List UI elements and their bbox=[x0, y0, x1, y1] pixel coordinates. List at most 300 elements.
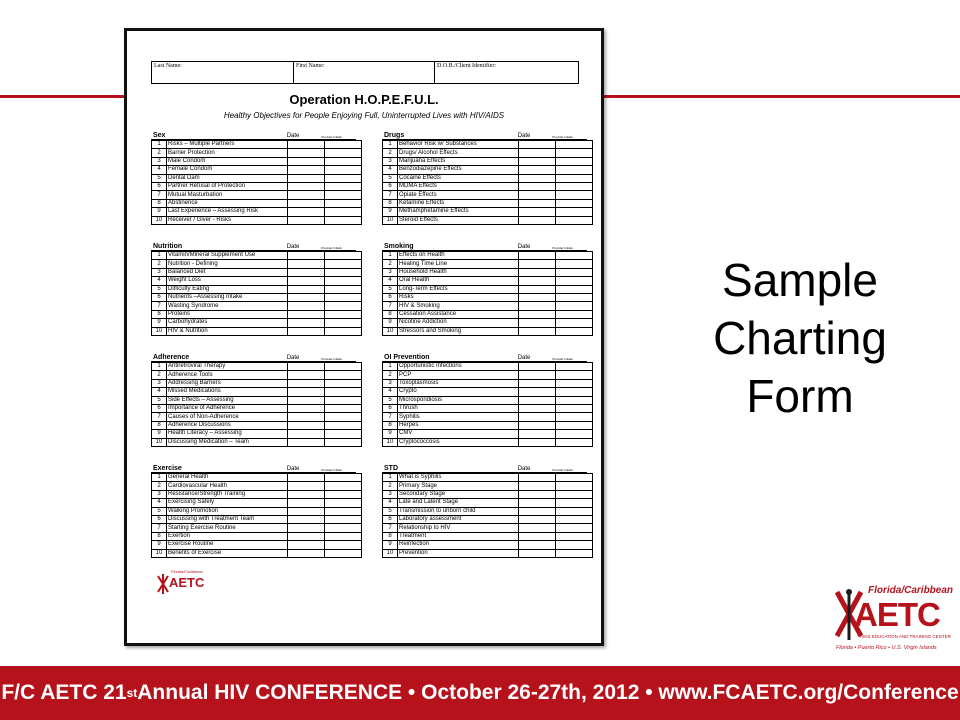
table-row bbox=[152, 549, 362, 557]
sample-charting-form-title: Sample Charting Form bbox=[713, 254, 887, 422]
table-row bbox=[152, 404, 362, 412]
table-row bbox=[383, 515, 593, 523]
provider-initials-cell bbox=[325, 174, 362, 182]
date-cell bbox=[519, 549, 556, 557]
section-header bbox=[382, 127, 587, 140]
provider-initials-cell bbox=[556, 293, 593, 301]
item-label: Opiate Effects bbox=[398, 191, 519, 199]
item-number: 6 bbox=[383, 515, 398, 523]
table-row bbox=[383, 166, 593, 174]
provider-initials-cell bbox=[325, 182, 362, 190]
item-number: 3 bbox=[383, 268, 398, 276]
table-row bbox=[152, 388, 362, 396]
item-number: 1 bbox=[152, 252, 167, 260]
footer-prefix: F/C AETC 21 bbox=[1, 681, 127, 704]
item-number: 5 bbox=[383, 396, 398, 404]
provider-initials-cell bbox=[325, 268, 362, 276]
item-number: 8 bbox=[383, 310, 398, 318]
date-cell bbox=[288, 379, 325, 387]
table-row bbox=[383, 310, 593, 318]
item-number: 3 bbox=[152, 490, 167, 498]
section-items-table bbox=[382, 251, 593, 336]
provider-initials-cell bbox=[556, 149, 593, 157]
item-label: What is Syphilis bbox=[398, 474, 519, 482]
table-row bbox=[152, 430, 362, 438]
item-label: HIV & Smoking bbox=[398, 302, 519, 310]
provider-initials-cell bbox=[556, 499, 593, 507]
provider-initials-cell bbox=[325, 490, 362, 498]
table-row bbox=[383, 268, 593, 276]
date-cell bbox=[288, 327, 325, 335]
date-cell bbox=[288, 174, 325, 182]
item-number: 9 bbox=[383, 208, 398, 216]
item-number: 2 bbox=[152, 149, 167, 157]
section-items-table bbox=[382, 473, 593, 558]
provider-initials-cell bbox=[325, 319, 362, 327]
date-cell bbox=[519, 363, 556, 371]
date-cell bbox=[288, 371, 325, 379]
item-label: Receiver / Giver - Risks bbox=[167, 216, 288, 224]
item-label: Long-Term Effects bbox=[398, 285, 519, 293]
item-number: 2 bbox=[383, 371, 398, 379]
item-number: 2 bbox=[383, 482, 398, 490]
date-cell bbox=[288, 260, 325, 268]
item-label: Oral Health bbox=[398, 277, 519, 285]
item-number: 5 bbox=[383, 285, 398, 293]
date-cell bbox=[519, 396, 556, 404]
provider-initials-cell bbox=[325, 363, 362, 371]
item-number: 7 bbox=[383, 191, 398, 199]
provider-initials-cell bbox=[556, 388, 593, 396]
provider-initials-cell bbox=[556, 490, 593, 498]
date-cell bbox=[288, 293, 325, 301]
item-label: Behavior Risk w/ Substances bbox=[398, 141, 519, 149]
item-label: Abstinence bbox=[167, 199, 288, 207]
header-rule-left bbox=[0, 95, 124, 98]
item-label: PCP bbox=[398, 371, 519, 379]
aetc-figure-icon bbox=[157, 574, 169, 594]
table-row bbox=[383, 379, 593, 387]
section-title: Smoking bbox=[384, 243, 414, 250]
date-cell bbox=[288, 482, 325, 490]
item-label: Nicotine Addiction bbox=[398, 319, 519, 327]
table-row bbox=[152, 293, 362, 301]
item-number: 8 bbox=[152, 532, 167, 540]
date-cell bbox=[288, 549, 325, 557]
table-row bbox=[152, 524, 362, 532]
provider-initials-cell bbox=[556, 302, 593, 310]
table-row bbox=[152, 310, 362, 318]
date-column-label: Date bbox=[517, 133, 531, 139]
table-row bbox=[152, 438, 362, 446]
section-header bbox=[382, 460, 587, 473]
date-cell bbox=[519, 532, 556, 540]
provider-initials-cell bbox=[556, 379, 593, 387]
date-cell bbox=[519, 379, 556, 387]
item-label: Discussing with Treatment Team bbox=[167, 515, 288, 523]
item-number: 7 bbox=[152, 413, 167, 421]
section-exercise bbox=[151, 460, 356, 558]
item-number: 2 bbox=[383, 260, 398, 268]
table-row bbox=[152, 199, 362, 207]
item-label: Opportunistic Infections bbox=[398, 363, 519, 371]
item-number: 10 bbox=[152, 216, 167, 224]
date-cell bbox=[288, 310, 325, 318]
section-items-table bbox=[151, 140, 362, 225]
item-number: 3 bbox=[383, 490, 398, 498]
item-number: 2 bbox=[152, 371, 167, 379]
table-row bbox=[383, 396, 593, 404]
charting-form-image bbox=[124, 28, 604, 646]
table-row bbox=[152, 268, 362, 276]
date-cell bbox=[288, 182, 325, 190]
table-row bbox=[152, 157, 362, 165]
item-number: 6 bbox=[383, 182, 398, 190]
provider-initials-cell bbox=[325, 208, 362, 216]
provider-initials-cell bbox=[556, 507, 593, 515]
item-label: Barrier Protection bbox=[167, 149, 288, 157]
item-label: Cocaine Effects bbox=[398, 174, 519, 182]
provider-initials-cell bbox=[556, 474, 593, 482]
table-row bbox=[152, 482, 362, 490]
provider-column-label: Provider Initials bbox=[552, 135, 573, 139]
section-nutrition bbox=[151, 238, 356, 336]
table-row bbox=[152, 149, 362, 157]
date-cell bbox=[519, 208, 556, 216]
section-title: STD bbox=[384, 465, 398, 472]
item-number: 4 bbox=[383, 499, 398, 507]
item-label: Relationship to HIV bbox=[398, 524, 519, 532]
provider-initials-cell bbox=[556, 515, 593, 523]
item-label: Household Health bbox=[398, 268, 519, 276]
date-cell bbox=[519, 413, 556, 421]
date-cell bbox=[519, 515, 556, 523]
date-cell bbox=[519, 507, 556, 515]
provider-initials-cell bbox=[325, 524, 362, 532]
table-row bbox=[383, 363, 593, 371]
date-cell bbox=[288, 216, 325, 224]
item-number: 3 bbox=[383, 157, 398, 165]
item-label: CMV bbox=[398, 430, 519, 438]
table-row bbox=[152, 396, 362, 404]
provider-column-label: Provider Initials bbox=[321, 246, 342, 250]
date-column-label: Date bbox=[286, 466, 300, 472]
dob-client-id-field: D.O.B./Client Identifier: bbox=[437, 63, 496, 69]
date-cell bbox=[288, 285, 325, 293]
item-number: 10 bbox=[383, 216, 398, 224]
provider-initials-cell bbox=[556, 549, 593, 557]
date-cell bbox=[519, 174, 556, 182]
item-number: 7 bbox=[152, 302, 167, 310]
section-sex bbox=[151, 127, 356, 225]
section-std bbox=[382, 460, 587, 558]
item-number: 9 bbox=[152, 430, 167, 438]
item-label: Stressors and Smoking bbox=[398, 327, 519, 335]
section-adherence bbox=[151, 349, 356, 447]
date-cell bbox=[519, 216, 556, 224]
table-row bbox=[383, 319, 593, 327]
item-label: Steroid Effects bbox=[398, 216, 519, 224]
table-row bbox=[383, 157, 593, 165]
table-row bbox=[383, 482, 593, 490]
provider-initials-cell bbox=[325, 216, 362, 224]
date-cell bbox=[519, 302, 556, 310]
table-row bbox=[152, 515, 362, 523]
item-number: 6 bbox=[152, 515, 167, 523]
provider-initials-cell bbox=[325, 474, 362, 482]
table-row bbox=[383, 216, 593, 224]
item-number: 4 bbox=[152, 277, 167, 285]
table-row bbox=[383, 430, 593, 438]
item-label: Walking Promotion bbox=[167, 507, 288, 515]
table-row bbox=[383, 149, 593, 157]
item-label: Nutrients –Assessing Intake bbox=[167, 293, 288, 301]
date-column-label: Date bbox=[286, 133, 300, 139]
table-row bbox=[152, 507, 362, 515]
date-cell bbox=[519, 285, 556, 293]
item-number: 9 bbox=[152, 319, 167, 327]
provider-column-label: Provider Initials bbox=[552, 357, 573, 361]
item-label: Addressing Barriers bbox=[167, 379, 288, 387]
table-row bbox=[152, 319, 362, 327]
provider-initials-cell bbox=[556, 191, 593, 199]
provider-column-label: Provider Initials bbox=[552, 468, 573, 472]
table-row bbox=[383, 532, 593, 540]
provider-initials-cell bbox=[325, 199, 362, 207]
provider-initials-cell bbox=[556, 310, 593, 318]
item-number: 6 bbox=[152, 182, 167, 190]
provider-initials-cell bbox=[556, 363, 593, 371]
item-number: 1 bbox=[152, 141, 167, 149]
table-row bbox=[383, 413, 593, 421]
table-row bbox=[152, 216, 362, 224]
item-number: 9 bbox=[152, 541, 167, 549]
item-number: 4 bbox=[383, 277, 398, 285]
item-number: 5 bbox=[383, 507, 398, 515]
item-label: Cardiovascular Health bbox=[167, 482, 288, 490]
item-label: Primary Stage bbox=[398, 482, 519, 490]
item-label: Male Condom bbox=[167, 157, 288, 165]
provider-initials-cell bbox=[325, 379, 362, 387]
date-cell bbox=[519, 319, 556, 327]
provider-initials-cell bbox=[325, 260, 362, 268]
provider-initials-cell bbox=[556, 157, 593, 165]
date-cell bbox=[288, 199, 325, 207]
provider-initials-cell bbox=[325, 310, 362, 318]
provider-initials-cell bbox=[325, 421, 362, 429]
item-label: Difficulty Eating bbox=[167, 285, 288, 293]
date-cell bbox=[519, 499, 556, 507]
item-label: Exercising Safely bbox=[167, 499, 288, 507]
table-row bbox=[152, 285, 362, 293]
footer-suffix: Annual HIV CONFERENCE • October 26-27th, 2012 • www.FCAETC.org/Conference bbox=[137, 681, 959, 704]
header-rule-right bbox=[604, 95, 960, 98]
item-label: Adherence Tools bbox=[167, 371, 288, 379]
provider-initials-cell bbox=[325, 191, 362, 199]
table-row bbox=[152, 141, 362, 149]
provider-initials-cell bbox=[556, 430, 593, 438]
item-number: 4 bbox=[383, 166, 398, 174]
provider-initials-cell bbox=[556, 268, 593, 276]
table-row bbox=[152, 182, 362, 190]
provider-initials-cell bbox=[556, 182, 593, 190]
date-cell bbox=[288, 363, 325, 371]
item-label: Discussing Medication – Team bbox=[167, 438, 288, 446]
provider-initials-cell bbox=[325, 293, 362, 301]
item-number: 1 bbox=[383, 363, 398, 371]
item-number: 4 bbox=[383, 388, 398, 396]
provider-initials-cell bbox=[556, 277, 593, 285]
form-title: Operation H.O.P.E.F.U.L. bbox=[289, 92, 439, 107]
provider-initials-cell bbox=[325, 404, 362, 412]
item-number: 8 bbox=[383, 199, 398, 207]
provider-initials-cell bbox=[556, 327, 593, 335]
item-number: 3 bbox=[152, 157, 167, 165]
provider-initials-cell bbox=[325, 515, 362, 523]
footer-sup: st bbox=[126, 686, 138, 700]
item-number: 8 bbox=[383, 421, 398, 429]
provider-initials-cell bbox=[556, 532, 593, 540]
table-row bbox=[152, 474, 362, 482]
item-number: 6 bbox=[152, 293, 167, 301]
date-cell bbox=[519, 199, 556, 207]
item-label: Risks bbox=[398, 293, 519, 301]
date-cell bbox=[288, 421, 325, 429]
table-row bbox=[152, 277, 362, 285]
table-row bbox=[152, 499, 362, 507]
section-title: OI Prevention bbox=[384, 354, 430, 361]
provider-initials-cell bbox=[556, 141, 593, 149]
date-cell bbox=[288, 438, 325, 446]
provider-initials-cell bbox=[325, 388, 362, 396]
item-label: Risks – Multiple Partners bbox=[167, 141, 288, 149]
provider-initials-cell bbox=[325, 413, 362, 421]
table-row bbox=[383, 141, 593, 149]
item-label: Balanced Diet bbox=[167, 268, 288, 276]
provider-initials-cell bbox=[325, 499, 362, 507]
item-label: Partner Refusal of Protection bbox=[167, 182, 288, 190]
date-cell bbox=[288, 157, 325, 165]
table-row bbox=[383, 302, 593, 310]
item-label: Carbohydrates bbox=[167, 319, 288, 327]
section-title: Drugs bbox=[384, 132, 405, 139]
table-row bbox=[383, 421, 593, 429]
date-cell bbox=[519, 404, 556, 412]
provider-initials-cell bbox=[325, 157, 362, 165]
item-label: Proteins bbox=[167, 310, 288, 318]
date-cell bbox=[288, 268, 325, 276]
table-row bbox=[383, 199, 593, 207]
date-cell bbox=[288, 515, 325, 523]
table-row bbox=[383, 541, 593, 549]
date-cell bbox=[288, 252, 325, 260]
item-label: Nutrition - Defining bbox=[167, 260, 288, 268]
item-label: Cryptococcosis bbox=[398, 438, 519, 446]
item-label: Wasting Syndrome bbox=[167, 302, 288, 310]
item-number: 2 bbox=[152, 260, 167, 268]
item-label: Vitamin/Mineral Supplement Use bbox=[167, 252, 288, 260]
item-number: 3 bbox=[152, 268, 167, 276]
item-number: 1 bbox=[383, 141, 398, 149]
provider-initials-cell bbox=[556, 166, 593, 174]
date-cell bbox=[519, 293, 556, 301]
section-items-table bbox=[151, 362, 362, 447]
item-label: Methamphetamine Effects bbox=[398, 208, 519, 216]
item-label: MDMA Effects bbox=[398, 182, 519, 190]
item-number: 9 bbox=[383, 541, 398, 549]
date-cell bbox=[288, 532, 325, 540]
table-row bbox=[152, 327, 362, 335]
item-label: Weight Loss bbox=[167, 277, 288, 285]
table-row bbox=[383, 549, 593, 557]
item-label: Missed Medications bbox=[167, 388, 288, 396]
first-name-field: First Name: bbox=[294, 62, 435, 83]
table-row bbox=[383, 524, 593, 532]
item-number: 5 bbox=[152, 285, 167, 293]
item-number: 9 bbox=[152, 208, 167, 216]
date-cell bbox=[519, 541, 556, 549]
provider-initials-cell bbox=[325, 302, 362, 310]
date-column-label: Date bbox=[286, 244, 300, 250]
table-row bbox=[383, 507, 593, 515]
item-number: 2 bbox=[383, 149, 398, 157]
date-cell bbox=[519, 252, 556, 260]
date-cell bbox=[519, 191, 556, 199]
item-label: Cessation Assistance bbox=[398, 310, 519, 318]
section-header bbox=[382, 238, 587, 251]
last-name-field: Last Name: bbox=[152, 62, 294, 83]
item-label: Syphilis bbox=[398, 413, 519, 421]
section-drugs bbox=[382, 127, 587, 225]
table-row bbox=[152, 379, 362, 387]
table-row bbox=[383, 182, 593, 190]
section-title: Adherence bbox=[153, 354, 190, 361]
table-row bbox=[152, 413, 362, 421]
provider-initials-cell bbox=[325, 549, 362, 557]
item-label: Microsporidiosis bbox=[398, 396, 519, 404]
item-number: 10 bbox=[383, 549, 398, 557]
provider-initials-cell bbox=[325, 277, 362, 285]
provider-initials-cell bbox=[325, 507, 362, 515]
date-cell bbox=[288, 507, 325, 515]
item-label: Transmission to unborn child bbox=[398, 507, 519, 515]
item-label: Female Condom bbox=[167, 166, 288, 174]
provider-column-label: Provider Initials bbox=[552, 246, 573, 250]
item-label: Crypto bbox=[398, 388, 519, 396]
item-label: Effects on Health bbox=[398, 252, 519, 260]
date-cell bbox=[519, 430, 556, 438]
item-label: Ketamine Effects bbox=[398, 199, 519, 207]
provider-initials-cell bbox=[556, 371, 593, 379]
date-column-label: Date bbox=[517, 466, 531, 472]
date-cell bbox=[519, 474, 556, 482]
provider-initials-cell bbox=[325, 430, 362, 438]
form-subtitle: Healthy Objectives for People Enjoying Full, Uninterrupted Lives with HIV/AIDS bbox=[223, 111, 505, 120]
table-row bbox=[152, 208, 362, 216]
provider-initials-cell bbox=[556, 421, 593, 429]
date-column-label: Date bbox=[517, 244, 531, 250]
date-cell bbox=[519, 490, 556, 498]
item-number: 4 bbox=[152, 388, 167, 396]
provider-initials-cell bbox=[325, 166, 362, 174]
item-number: 10 bbox=[383, 438, 398, 446]
item-label: Last Experience – Assessing Risk bbox=[167, 208, 288, 216]
table-row bbox=[383, 474, 593, 482]
item-label: Importance of Adherence bbox=[167, 404, 288, 412]
item-label: Drugs/ Alcohol Effects bbox=[398, 149, 519, 157]
date-cell bbox=[288, 208, 325, 216]
section-items-table bbox=[382, 362, 593, 447]
